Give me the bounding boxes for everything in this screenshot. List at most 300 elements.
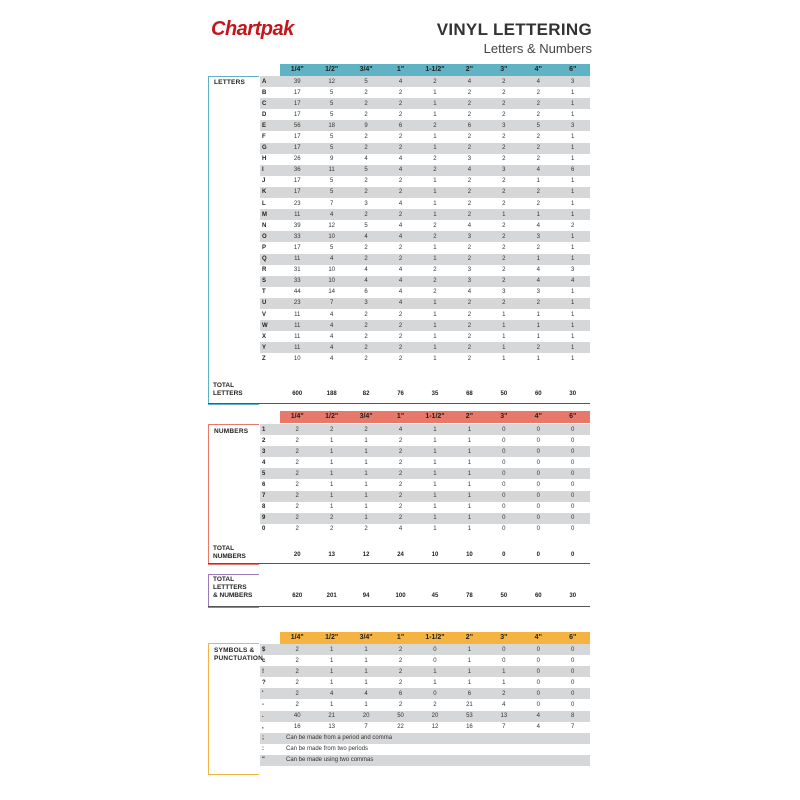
table-cell: 2 — [295, 448, 299, 455]
table-cell: 5 — [329, 189, 334, 196]
table-cell: 2 — [433, 233, 437, 240]
table-cell: 10 — [328, 267, 335, 274]
table-cell: 4 — [364, 156, 368, 163]
table-cell: 4 — [398, 289, 403, 296]
table-cell: 2 — [364, 189, 368, 196]
table-cell: 2 — [536, 200, 540, 207]
table-row — [260, 468, 590, 479]
table-cell: 2 — [433, 289, 437, 296]
table-cell: 4 — [329, 311, 334, 318]
total-cell: 68 — [466, 391, 473, 397]
table-cell: 1 — [502, 668, 506, 675]
total-cell: 30 — [569, 391, 577, 397]
total-cell: 60 — [534, 391, 542, 397]
table-row — [260, 176, 590, 187]
total-cell: 94 — [362, 593, 370, 599]
table-cell: 13 — [500, 713, 508, 720]
row-key: A — [262, 78, 267, 85]
size-header: 6" — [569, 66, 577, 73]
grand-totals — [280, 593, 590, 599]
table-cell: 2 — [502, 145, 506, 152]
table-cell: 5 — [329, 134, 334, 141]
table-cell: 3 — [502, 289, 506, 296]
table-cell: 22 — [397, 724, 404, 731]
table-row — [260, 143, 590, 154]
row-key: V — [262, 311, 267, 318]
table-cell: 1 — [329, 504, 334, 511]
table-cell: 5 — [364, 222, 368, 229]
table-cell: 2 — [467, 300, 472, 307]
table-row — [260, 265, 590, 276]
table-cell: 2 — [295, 504, 299, 511]
numbers-header — [280, 411, 590, 423]
table-cell: 2 — [502, 256, 506, 263]
total-label-line: NUMBERS — [213, 553, 246, 560]
table-cell: 2 — [295, 470, 299, 477]
total-cell: 0 — [571, 552, 575, 558]
size-header: 1/2" — [325, 413, 339, 420]
table-cell: 1 — [433, 244, 437, 251]
grand-divider — [208, 606, 590, 607]
table-cell: 0 — [502, 437, 506, 444]
table-cell: 2 — [364, 134, 368, 141]
total-cell: 24 — [397, 552, 404, 558]
grand-label-line: & NUMBERS — [213, 592, 253, 599]
table-cell: 0 — [571, 448, 575, 455]
table-cell: 1 — [467, 668, 472, 675]
table-cell: 4 — [398, 200, 403, 207]
table-cell: 1 — [433, 482, 437, 489]
table-row — [260, 457, 590, 468]
table-cell: 2 — [364, 322, 368, 329]
table-cell: 2 — [398, 333, 403, 340]
table-cell: 2 — [467, 134, 472, 141]
table-cell: 2 — [502, 178, 506, 185]
table-row — [260, 424, 590, 435]
table-cell: 2 — [398, 344, 403, 351]
table-cell: 2 — [295, 426, 299, 433]
table-cell: 36 — [293, 167, 301, 174]
table-cell: 1 — [329, 679, 334, 686]
row-key: W — [262, 322, 268, 329]
table-cell: 17 — [293, 145, 301, 152]
table-cell: 2 — [398, 100, 403, 107]
row-key: H — [262, 156, 267, 163]
table-cell: 1 — [571, 111, 575, 118]
table-cell: 2 — [502, 100, 506, 107]
table-cell: 1 — [433, 437, 437, 444]
table-cell: 1 — [571, 100, 575, 107]
table-cell: 2 — [398, 482, 403, 489]
table-cell: 20 — [431, 713, 439, 720]
size-header: 6" — [569, 413, 577, 420]
letters-label: LETTERS — [214, 79, 246, 86]
table-cell: 2 — [467, 178, 472, 185]
table-cell: 2 — [364, 244, 368, 251]
table-row — [260, 353, 590, 364]
table-cell: 1 — [571, 244, 575, 251]
table-cell: 1 — [536, 322, 540, 329]
table-row — [260, 342, 590, 353]
table-cell: 2 — [398, 668, 403, 675]
table-cell: 0 — [571, 690, 575, 697]
table-cell: 2 — [502, 156, 506, 163]
table-cell: 1 — [467, 657, 472, 664]
table-cell: 9 — [364, 122, 368, 129]
size-header: 3/4" — [359, 66, 373, 73]
table-cell: 2 — [536, 189, 540, 196]
table-cell: 1 — [364, 702, 368, 709]
table-cell: 7 — [571, 724, 575, 731]
table-cell: 1 — [536, 256, 540, 263]
table-cell: 17 — [293, 100, 301, 107]
table-cell: 1 — [467, 679, 472, 686]
size-header: 1" — [396, 66, 405, 73]
table-cell: 1 — [502, 322, 506, 329]
row-key: 2 — [262, 437, 266, 444]
table-row — [260, 276, 590, 287]
row-key: 1 — [262, 426, 266, 433]
table-cell: 2 — [329, 515, 334, 522]
table-cell: 0 — [571, 437, 575, 444]
table-cell: 2 — [536, 344, 540, 351]
table-row — [260, 87, 590, 98]
table-cell: 2 — [433, 702, 437, 709]
table-cell: 18 — [328, 122, 335, 129]
row-key: c — [262, 657, 266, 664]
table-row — [260, 446, 590, 457]
table-cell: 1 — [536, 178, 540, 185]
total-label-line: TOTAL — [213, 382, 235, 389]
row-key: J — [262, 178, 266, 185]
table-cell: 1 — [329, 470, 334, 477]
table-cell: 5 — [329, 100, 334, 107]
row-key: N — [262, 222, 267, 229]
table-cell: 0 — [502, 493, 506, 500]
table-cell: 4 — [329, 211, 334, 218]
table-cell: 1 — [467, 504, 472, 511]
table-cell: 0 — [433, 690, 437, 697]
table-cell: 4 — [536, 222, 540, 229]
page-title: VINYL LETTERING — [436, 20, 592, 39]
size-header: 1/4" — [290, 413, 304, 420]
table-cell: 1 — [571, 300, 575, 307]
table-cell: 1 — [536, 311, 540, 318]
table-cell: 1 — [502, 211, 506, 218]
table-cell: 1 — [433, 344, 437, 351]
table-cell: 1 — [571, 211, 575, 218]
row-key: I — [262, 167, 264, 174]
table-row — [260, 220, 590, 231]
table-cell: 23 — [293, 300, 301, 307]
table-cell: 7 — [329, 200, 334, 207]
row-key: Q — [262, 256, 267, 263]
table-cell: 2 — [502, 267, 506, 274]
table-cell: 2 — [536, 100, 540, 107]
table-row — [260, 699, 590, 710]
table-cell: 1 — [571, 289, 575, 296]
table-cell: 1 — [364, 448, 368, 455]
table-cell: 2 — [398, 448, 403, 455]
table-cell: 2 — [364, 311, 368, 318]
numbers-rows — [260, 424, 590, 535]
table-cell: 1 — [467, 482, 472, 489]
numbers-label: NUMBERS — [214, 428, 249, 435]
row-key: . — [262, 713, 264, 720]
table-cell: 4 — [329, 333, 334, 340]
table-row — [260, 131, 590, 142]
table-cell: 2 — [433, 156, 437, 163]
table-row — [260, 331, 590, 342]
table-cell: 2 — [364, 355, 368, 362]
table-cell: 0 — [536, 668, 540, 675]
table-cell: 2 — [467, 333, 472, 340]
row-key: 5 — [262, 470, 266, 477]
table-cell: 1 — [433, 526, 437, 533]
table-row — [260, 309, 590, 320]
table-row — [260, 513, 590, 524]
table-cell: 0 — [536, 482, 540, 489]
table-cell: 4 — [398, 233, 403, 240]
note-row — [260, 733, 590, 744]
table-cell: 0 — [536, 526, 540, 533]
table-cell: 2 — [398, 322, 403, 329]
table-cell: 5 — [329, 145, 334, 152]
table-cell: 2 — [364, 89, 368, 96]
note-row — [260, 755, 590, 766]
table-cell: 2 — [467, 111, 472, 118]
table-cell: 1 — [571, 189, 575, 196]
total-cell: 82 — [362, 391, 370, 397]
table-cell: 2 — [502, 244, 506, 251]
table-cell: 0 — [536, 448, 540, 455]
table-cell: 8 — [571, 713, 575, 720]
table-cell: 2 — [536, 134, 540, 141]
table-row — [260, 76, 590, 87]
table-cell: 4 — [502, 702, 506, 709]
table-cell: 0 — [536, 646, 540, 653]
table-cell: 1 — [433, 200, 437, 207]
table-cell: 6 — [467, 122, 472, 129]
row-key: B — [262, 89, 267, 96]
table-cell: 2 — [295, 702, 299, 709]
row-key: 3 — [262, 448, 266, 455]
table-cell: 1 — [329, 482, 334, 489]
table-cell: 4 — [467, 78, 472, 85]
table-cell: 1 — [364, 437, 368, 444]
table-cell: 1 — [502, 333, 506, 340]
row-key: 9 — [262, 515, 266, 522]
table-cell: 0 — [571, 646, 575, 653]
table-cell: 6 — [571, 167, 575, 174]
table-cell: 2 — [467, 244, 472, 251]
size-header: 4" — [534, 413, 542, 420]
total-cell: 78 — [466, 593, 473, 599]
table-cell: 1 — [329, 493, 334, 500]
table-cell: 2 — [295, 482, 299, 489]
table-cell: 0 — [502, 657, 506, 664]
table-cell: 1 — [433, 668, 437, 675]
title-block — [437, 20, 592, 56]
table-cell: 1 — [571, 233, 575, 240]
size-header: 3" — [500, 66, 508, 73]
total-cell: 12 — [362, 552, 370, 558]
table-cell: 12 — [328, 222, 335, 229]
size-header: 6" — [569, 634, 577, 641]
table-cell: 2 — [502, 89, 506, 96]
row-key: ; — [262, 735, 264, 742]
table-cell: 13 — [328, 724, 335, 731]
table-cell: 2 — [364, 333, 368, 340]
table-cell: 2 — [502, 278, 506, 285]
row-key: K — [262, 189, 267, 196]
table-cell: 0 — [502, 448, 506, 455]
table-cell: 1 — [433, 322, 437, 329]
size-header: 2" — [465, 66, 474, 73]
row-key: 4 — [262, 459, 266, 466]
table-cell: 1 — [433, 333, 437, 340]
table-cell: 4 — [536, 267, 540, 274]
row-key: O — [262, 233, 267, 240]
table-cell: 1 — [467, 470, 472, 477]
table-cell: 2 — [364, 256, 368, 263]
table-cell: 1 — [571, 134, 575, 141]
size-header: 1" — [396, 413, 405, 420]
table-cell: 2 — [398, 211, 403, 218]
table-cell: 4 — [536, 278, 540, 285]
table-cell: 2 — [433, 222, 437, 229]
table-cell: 4 — [536, 713, 540, 720]
table-cell: 2 — [398, 256, 403, 263]
table-row — [260, 435, 590, 446]
total-cell: 30 — [569, 593, 577, 599]
table-row — [260, 198, 590, 209]
size-header: 3" — [500, 413, 508, 420]
table-cell: 1 — [364, 668, 368, 675]
table-cell: 1 — [433, 515, 437, 522]
table-cell: 2 — [467, 256, 472, 263]
table-cell: 12 — [431, 724, 439, 731]
row-key: P — [262, 244, 267, 251]
table-cell: 11 — [294, 333, 301, 340]
table-cell: 4 — [467, 222, 472, 229]
chartpak-logo: Chartpak — [211, 18, 294, 40]
table-cell: 2 — [398, 504, 403, 511]
table-cell: 0 — [502, 459, 506, 466]
table-cell: 9 — [329, 156, 334, 163]
size-header: 1-1/2" — [425, 413, 445, 420]
table-cell: 1 — [433, 111, 437, 118]
table-cell: 6 — [364, 289, 368, 296]
row-key: $ — [262, 646, 266, 653]
letters-header — [280, 64, 590, 76]
table-cell: 2 — [536, 244, 540, 251]
letters-total-label — [213, 382, 243, 398]
table-cell: 1 — [364, 504, 368, 511]
table-cell: 4 — [398, 526, 403, 533]
table-cell: 16 — [466, 724, 473, 731]
table-row — [260, 287, 590, 298]
table-cell: 2 — [329, 426, 334, 433]
table-cell: 14 — [328, 289, 335, 296]
grand-label-line: TOTAL — [213, 576, 235, 583]
row-key: 7 — [262, 493, 266, 500]
table-cell: 4 — [467, 167, 472, 174]
table-cell: 2 — [571, 222, 575, 229]
table-cell: 17 — [293, 111, 301, 118]
symbols-rows — [260, 644, 590, 766]
table-cell: 4 — [329, 344, 334, 351]
table-cell: 0 — [502, 470, 506, 477]
total-label-line: TOTAL — [213, 545, 235, 552]
table-cell: 0 — [571, 702, 575, 709]
table-cell: 2 — [467, 200, 472, 207]
table-cell: 1 — [433, 134, 437, 141]
note-text: Can be made using two commas — [286, 757, 374, 764]
table-cell: 1 — [433, 300, 437, 307]
size-header: 1-1/2" — [425, 634, 445, 641]
table-cell: 1 — [329, 459, 334, 466]
table-cell: 1 — [433, 493, 437, 500]
table-cell: 1 — [467, 493, 472, 500]
table-cell: 2 — [467, 322, 472, 329]
table-cell: 2 — [364, 344, 368, 351]
table-cell: 1 — [433, 679, 437, 686]
row-key: U — [262, 300, 267, 307]
table-row — [260, 298, 590, 309]
table-cell: 1 — [433, 426, 437, 433]
table-cell: 17 — [293, 244, 301, 251]
table-cell: 2 — [364, 111, 368, 118]
row-key: - — [262, 702, 264, 709]
table-cell: 6 — [398, 690, 403, 697]
total-cell: 620 — [292, 593, 303, 599]
table-cell: 1 — [536, 211, 540, 218]
row-key: ' — [262, 690, 264, 697]
row-key: 0 — [262, 526, 266, 533]
table-cell: 2 — [398, 178, 403, 185]
table-cell: 1 — [433, 211, 437, 218]
table-cell: 1 — [502, 344, 506, 351]
table-cell: 2 — [502, 690, 506, 697]
table-cell: 1 — [433, 256, 437, 263]
table-cell: 10 — [293, 355, 301, 362]
table-row — [260, 242, 590, 253]
table-cell: 11 — [294, 256, 301, 263]
table-cell: 2 — [467, 211, 472, 218]
table-cell: 1 — [364, 459, 368, 466]
total-cell: 201 — [326, 593, 337, 599]
table-cell: 2 — [467, 89, 472, 96]
total-cell: 188 — [326, 391, 337, 397]
table-cell: 31 — [293, 267, 301, 274]
table-cell: 2 — [467, 189, 472, 196]
table-cell: 2 — [295, 459, 299, 466]
table-cell: 2 — [398, 657, 403, 664]
table-cell: 4 — [571, 278, 575, 285]
table-cell: 1 — [329, 702, 334, 709]
table-cell: 1 — [329, 437, 334, 444]
table-cell: 2 — [295, 668, 299, 675]
total-cell: 100 — [395, 593, 406, 599]
table-cell: 0 — [571, 515, 575, 522]
row-key: F — [262, 134, 266, 141]
table-cell: 2 — [364, 211, 368, 218]
table-row — [260, 655, 590, 666]
table-cell: 0 — [571, 426, 575, 433]
table-cell: 4 — [364, 233, 368, 240]
table-cell: 2 — [398, 145, 403, 152]
